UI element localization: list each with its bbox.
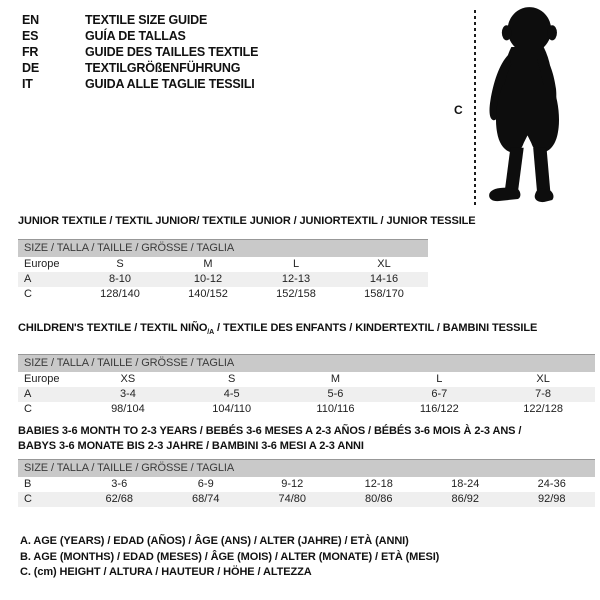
language-row (22, 44, 258, 60)
row-label: Europe (24, 373, 60, 386)
language-title: TEXTILE SIZE GUIDE (85, 13, 208, 27)
table-row (18, 402, 595, 417)
legend-note: B. AGE (MONTHS) / EDAD (MESES) / ÂGE (MOIS) / ALTER (MONATE) / ETÀ (MESI) (20, 550, 440, 563)
size-cell: 4-5 (223, 388, 240, 401)
size-cell: 140/152 (188, 288, 228, 300)
table-row (18, 287, 428, 302)
language-code: IT (22, 77, 33, 91)
language-row (22, 28, 258, 44)
size-header-bar (18, 354, 595, 372)
table-title-part: / TEXTILE DES ENFANTS / KINDERTEXTIL / BAMBINI TESSILE (214, 322, 538, 334)
language-title: TEXTILGRÖßENFÜHRUNG (85, 61, 241, 75)
size-cell: 62/68 (105, 493, 134, 505)
size-cell: XL (536, 373, 550, 386)
size-cell: 68/74 (191, 493, 220, 505)
size-cell: 122/128 (523, 403, 563, 416)
size-cell: 3-6 (111, 478, 128, 490)
legend-note: A. AGE (YEARS) / EDAD (AÑOS) / ÂGE (ANS) / ALTER (JAHRE) / ETÀ (ANNI) (20, 535, 409, 547)
size-cell: 3-4 (119, 388, 136, 401)
table-title (18, 424, 595, 454)
table-row (18, 372, 595, 387)
toddler-silhouette-icon (480, 5, 575, 205)
size-cell: M (203, 258, 213, 270)
size-cell: 6-9 (197, 478, 214, 490)
language-code: ES (22, 29, 39, 43)
size-cell: S (116, 258, 124, 270)
size-cell: 110/116 (316, 403, 355, 416)
size-header-text: SIZE / TALLA / TAILLE / GRÖSSE / TAGLIA (24, 357, 235, 370)
size-cell: XL (377, 258, 391, 270)
size-cell: 98/104 (111, 403, 145, 416)
size-cell: M (330, 373, 341, 386)
size-cell: 18-24 (451, 478, 480, 490)
height-dashed-line (474, 10, 476, 206)
size-cell: 158/170 (364, 288, 404, 300)
row-label: A (24, 273, 32, 285)
table-row (18, 387, 595, 402)
size-cell: 5-6 (327, 388, 344, 401)
table-row (18, 272, 428, 287)
size-header-text: SIZE / TALLA / TAILLE / GRÖSSE / TAGLIA (24, 242, 235, 254)
size-cell: S (228, 373, 236, 386)
row-label: C (24, 403, 32, 416)
language-title: GUIDE DES TAILLES TEXTILE (85, 45, 259, 59)
size-cell: 8-10 (108, 273, 132, 285)
size-cell: 14-16 (369, 273, 399, 285)
babies-size-table (18, 424, 595, 507)
table-title-part: /A (207, 329, 215, 337)
height-measure-label: C (454, 103, 463, 117)
size-header-text: SIZE / TALLA / TAILLE / GRÖSSE / TAGLIA (24, 462, 235, 474)
size-cell: L (436, 373, 443, 386)
language-code: EN (22, 13, 39, 27)
size-cell: 6-7 (431, 388, 448, 401)
legend-notes (20, 534, 439, 581)
table-title-text: JUNIOR TEXTILE / TEXTIL JUNIOR/ TEXTILE JUNIOR / JUNIORTEXTIL / JUNIOR TESSILE (18, 215, 476, 227)
table-title-line: BABYS 3-6 MONATE BIS 2-3 JAHRE / BAMBINI 3-6 MESI A 2-3 ANNI (18, 440, 364, 452)
table-row (18, 477, 595, 492)
size-cell: 10-12 (193, 273, 223, 285)
size-cell: L (292, 258, 300, 270)
row-label: C (24, 288, 32, 300)
language-row (22, 60, 258, 76)
size-cell: 86/92 (451, 493, 480, 505)
row-label: Europe (24, 258, 60, 270)
language-list (22, 12, 258, 92)
language-row (22, 76, 258, 92)
legend-note: C. (cm) HEIGHT / ALTURA / HAUTEUR / HÖHE / ALTEZZA (20, 566, 312, 578)
size-cell: 12-13 (281, 273, 311, 285)
size-header-bar (18, 239, 428, 257)
size-header-bar (18, 459, 595, 477)
table-title-line: BABIES 3-6 MONTH TO 2-3 YEARS / BEBÉS 3-6 MESES A 2-3 AÑOS / BÉBÉS 3-6 MOIS À 2-3 ANS / (18, 425, 522, 437)
junior-size-table (18, 215, 476, 302)
size-cell: 116/122 (419, 403, 459, 416)
table-row (18, 257, 428, 272)
children-size-table (18, 322, 595, 417)
row-label: C (24, 493, 32, 505)
size-cell: XS (120, 373, 136, 386)
size-cell: 7-8 (535, 388, 552, 401)
size-table (18, 477, 595, 507)
size-cell: 80/86 (364, 493, 393, 505)
row-label: A (24, 388, 32, 401)
table-title-part: CHILDREN'S TEXTILE / TEXTIL NIÑO (18, 322, 208, 334)
size-cell: 12-18 (364, 478, 393, 490)
size-cell: 92/98 (537, 493, 566, 505)
language-row (22, 12, 258, 28)
size-cell: 9-12 (281, 478, 304, 490)
language-code: DE (22, 61, 39, 75)
language-title: GUIDA ALLE TAGLIE TESSILI (85, 77, 255, 91)
size-cell: 74/80 (278, 493, 307, 505)
size-table (18, 372, 595, 417)
row-label: B (24, 478, 32, 490)
language-code: FR (22, 45, 39, 59)
language-title: GUÍA DE TALLAS (85, 29, 186, 43)
size-cell: 104/110 (212, 403, 252, 416)
table-title (18, 322, 595, 339)
table-title (18, 215, 476, 227)
table-row (18, 492, 595, 507)
size-cell: 24-36 (537, 478, 566, 490)
size-cell: 128/140 (100, 288, 140, 300)
size-cell: 152/158 (276, 288, 316, 300)
size-table (18, 257, 428, 302)
